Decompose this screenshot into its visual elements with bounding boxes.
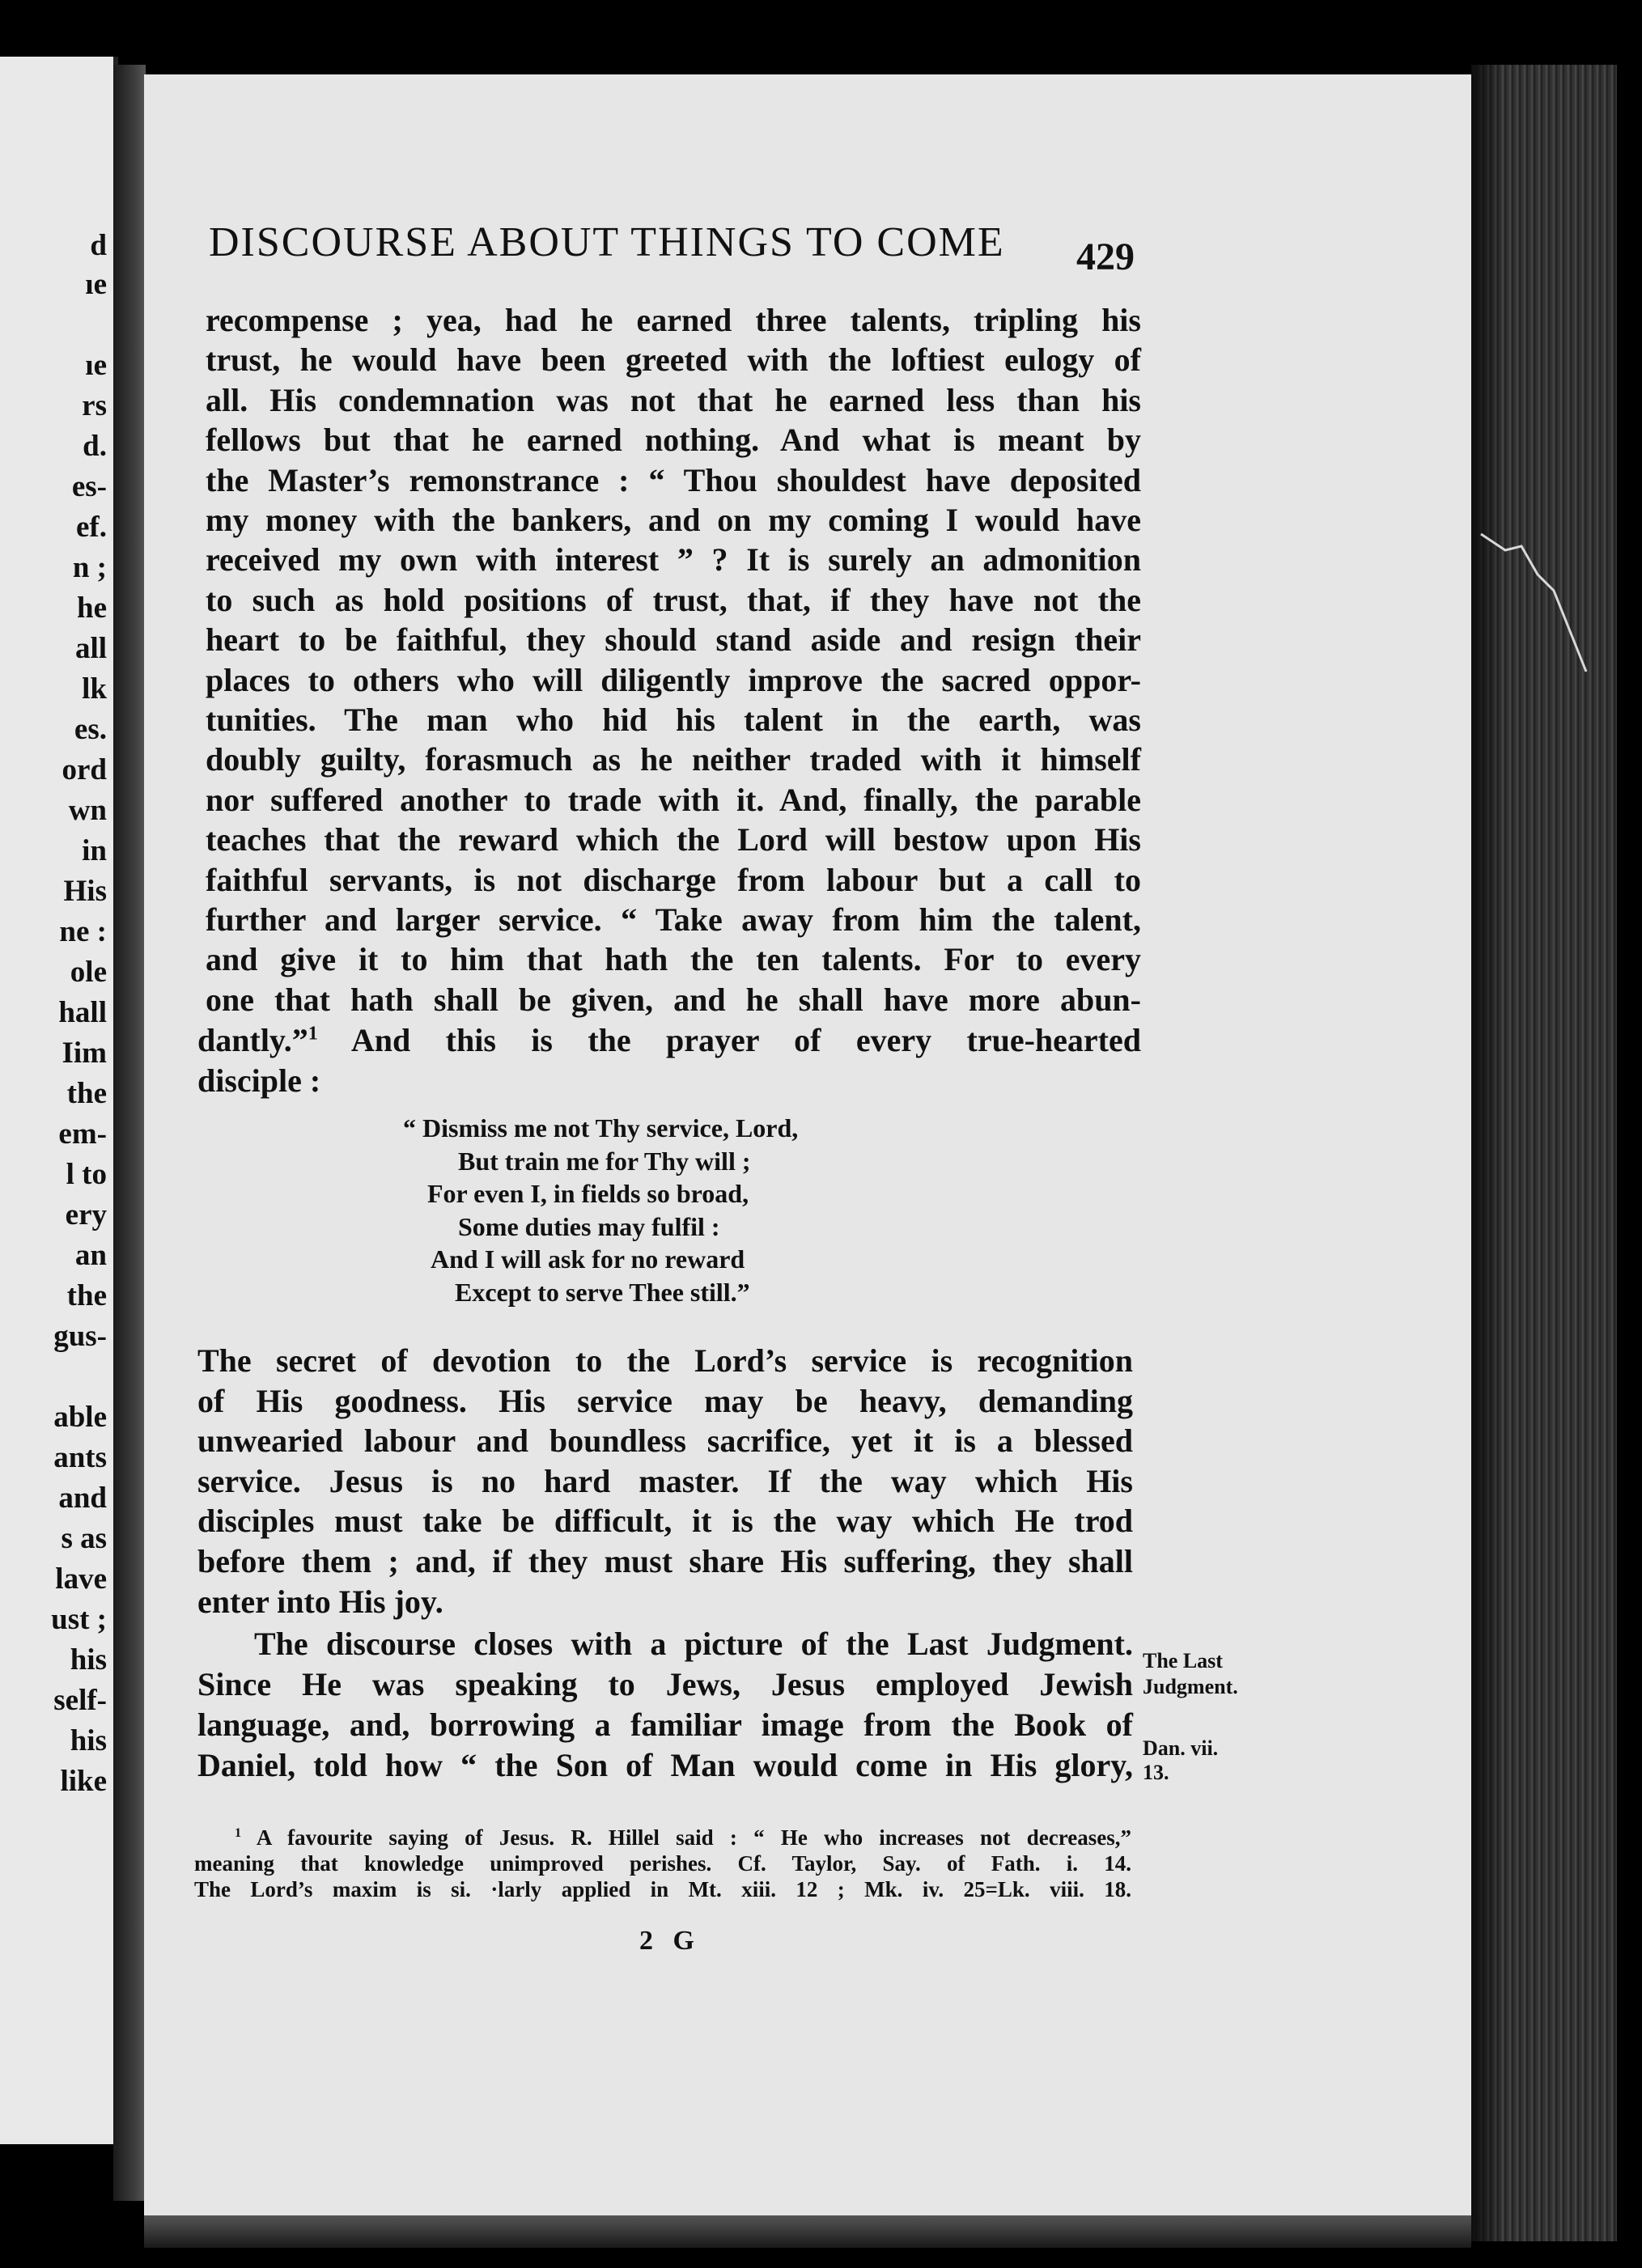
poem-line: Except to serve Thee still.”	[455, 1277, 750, 1307]
left-page-text-fragment: His	[63, 875, 107, 908]
paragraph-1-line: heart to be faithful, they should stand aside and resign their	[206, 621, 1141, 659]
footnote-line: The Lord’s maxim is si. ·larly applied in Mt. xiii. 12 ; Mk. iv. 25=Lk. viii. 18.	[194, 1877, 1131, 1901]
paragraph-2-line: disciples must take be difficult, it is the way which He trod	[197, 1503, 1133, 1540]
footnote-line	[235, 1827, 1131, 1849]
margin-note-daniel-line-1: Dan. vii.	[1143, 1736, 1219, 1760]
poem-line: For even I, in fields so broad,	[427, 1179, 749, 1208]
paragraph-3-line: Daniel, told how “ the Son of Man would come in His glory,	[197, 1747, 1133, 1783]
margin-note-last-judgment-line-1: The Last	[1143, 1649, 1223, 1672]
running-title: DISCOURSE ABOUT THINGS TO COME	[209, 219, 1005, 265]
footnote-marker: 1	[235, 1825, 242, 1840]
footnote-reference: 1	[308, 1023, 318, 1045]
paragraph-1-line: fellows but that he earned nothing. And what is meant by	[206, 422, 1141, 459]
paragraph-1-line: nor suffered another to trade with it. And, finally, the parable	[206, 781, 1141, 818]
left-page-text-fragment: ery	[65, 1198, 107, 1232]
paragraph-1-line: one that hath shall be given, and he shall have more abun-	[206, 981, 1141, 1018]
left-page-text-fragment: the	[66, 1279, 107, 1312]
poem-line: But train me for Thy will ;	[458, 1146, 751, 1176]
left-page-text-fragment: ole	[70, 956, 107, 989]
text-span: dantly.”	[197, 1022, 308, 1058]
left-page-text-fragment: gus-	[53, 1320, 107, 1353]
paragraph-1-line: to such as hold positions of trust, that, if they have not the	[206, 581, 1141, 618]
paragraph-3-line: Since He was speaking to Jews, Jesus employed Jewish	[197, 1666, 1133, 1702]
edge-tear-mark	[1473, 518, 1602, 680]
left-page-text-fragment: ıe	[85, 268, 107, 301]
paragraph-1-line: recompense ; yea, had he earned three talents, tripling his	[206, 302, 1141, 338]
left-page-text-fragment: hall	[58, 996, 107, 1029]
paragraph-1-last-line: disciple :	[197, 1062, 321, 1099]
left-page-text-fragment: self-	[53, 1684, 107, 1717]
footnote-line: meaning that knowledge unimproved perishes. Cf. Taylor, Say. of Fath. i. 14.	[194, 1851, 1131, 1876]
left-page-text-fragment: es-	[71, 470, 107, 503]
paragraph-2-line: unwearied labour and boundless sacrifice, yet it is a blessed	[197, 1422, 1133, 1460]
left-page-text-fragment: l to	[66, 1158, 107, 1191]
paragraph-2-line: before them ; and, if they must share His suffering, they shall	[197, 1543, 1133, 1579]
paragraph-1-line: teaches that the reward which the Lord will bestow upon His	[206, 821, 1141, 858]
poem-line: “ Dismiss me not Thy service, Lord,	[403, 1113, 799, 1142]
paragraph-2-line: service. Jesus is no hard master. If the way which His	[197, 1462, 1133, 1499]
left-page-text-fragment: d.	[83, 430, 107, 463]
left-page-text-fragment: ef.	[76, 511, 107, 544]
left-page-text-fragment: he	[77, 591, 107, 625]
paragraph-1-line: and give it to him that hath the ten talents. For to every	[206, 941, 1141, 978]
left-page-text-fragment: able	[53, 1401, 107, 1434]
left-page-text-fragment: his	[70, 1643, 107, 1677]
paragraph-1-line: all. His condemnation was not that he earned less than his	[206, 381, 1141, 418]
left-page-text-fragment: the	[66, 1077, 107, 1110]
page-bottom-edge	[144, 2215, 1471, 2248]
paragraph-2-line: The secret of devotion to the Lord’s service is recognition	[197, 1342, 1133, 1379]
paragraph-1-line: places to others who will diligently improve the sacred oppor-	[206, 661, 1141, 698]
left-page-text-fragment: ust ;	[51, 1603, 107, 1636]
paragraph-2-last-line: enter into His joy.	[197, 1583, 443, 1620]
left-page-text-fragment: n ;	[72, 551, 107, 584]
left-page-text-fragment: ants	[53, 1441, 107, 1474]
left-page-text-fragment: his	[70, 1724, 107, 1757]
paragraph-1-line: my money with the bankers, and on my coming I would have	[206, 502, 1141, 538]
paragraph-1-line: doubly guilty, forasmuch as he neither traded with it himself	[206, 741, 1141, 778]
left-page-text-fragment: and	[58, 1482, 107, 1515]
left-page-text-fragment: all	[74, 632, 107, 665]
paragraph-1-line: received my own with interest ” ? It is surely an admonition	[206, 541, 1141, 579]
paragraph-1-line: faithful servants, is not discharge from labour but a call to	[206, 861, 1141, 898]
left-page-text-fragment: ord	[62, 753, 107, 786]
left-page-text-fragment: Iim	[62, 1036, 107, 1070]
left-page-text-fragment: em-	[58, 1117, 107, 1151]
poem-line: Some duties may fulfil :	[458, 1211, 720, 1241]
paragraph-1-line: the Master’s remonstrance : “ Thou shouldest have deposited	[206, 461, 1141, 498]
paragraph-2-line: of His goodness. His service may be heavy, demanding	[197, 1382, 1133, 1419]
paragraph-3-line: language, and, borrowing a familiar image from the Book of	[197, 1706, 1133, 1743]
left-page-text-fragment: rs	[82, 389, 107, 422]
left-facing-page	[0, 57, 118, 2144]
text-span: And this is the prayer of every true-hearted	[350, 1022, 1141, 1058]
paragraph-1-line: further and larger service. “ Take away from him the talent,	[206, 901, 1141, 938]
paragraph-1-line: trust, he would have been greeted with the loftiest eulogy of	[206, 341, 1141, 379]
left-page-text-fragment: like	[60, 1765, 107, 1798]
margin-note-daniel-line-2: 13.	[1143, 1761, 1169, 1784]
left-page-text-fragment: ıe	[85, 349, 107, 382]
poem-line: And I will ask for no reward	[431, 1244, 745, 1274]
left-page-text-fragment: es.	[74, 713, 107, 746]
page-edges-shadow	[1471, 65, 1504, 2241]
paragraph-3-line: The discourse closes with a picture of the Last Judgment.	[254, 1626, 1133, 1662]
left-page-text-fragment: lave	[55, 1562, 107, 1596]
signature-mark: 2 G	[639, 1926, 701, 1956]
page-number: 429	[1076, 235, 1135, 278]
left-page-text-fragment: ne :	[59, 915, 107, 948]
left-page-text-fragment: wn	[68, 794, 107, 827]
paragraph-1-line	[197, 1024, 1141, 1057]
left-page-text-fragment: an	[74, 1239, 107, 1272]
margin-note-last-judgment-line-2: Judgment.	[1143, 1675, 1238, 1698]
left-page-text-fragment: lk	[82, 672, 107, 706]
footnote-text: A favourite saying of Jesus. R. Hillel said : “ He who increases not decreases,”	[256, 1825, 1131, 1850]
left-page-text-fragment: d	[90, 229, 107, 262]
paragraph-1-line: tunities. The man who hid his talent in the earth, was	[206, 702, 1141, 738]
book-gutter	[113, 65, 146, 2201]
left-page-text-fragment: in	[82, 834, 107, 867]
left-page-text-fragment: s as	[61, 1522, 107, 1555]
